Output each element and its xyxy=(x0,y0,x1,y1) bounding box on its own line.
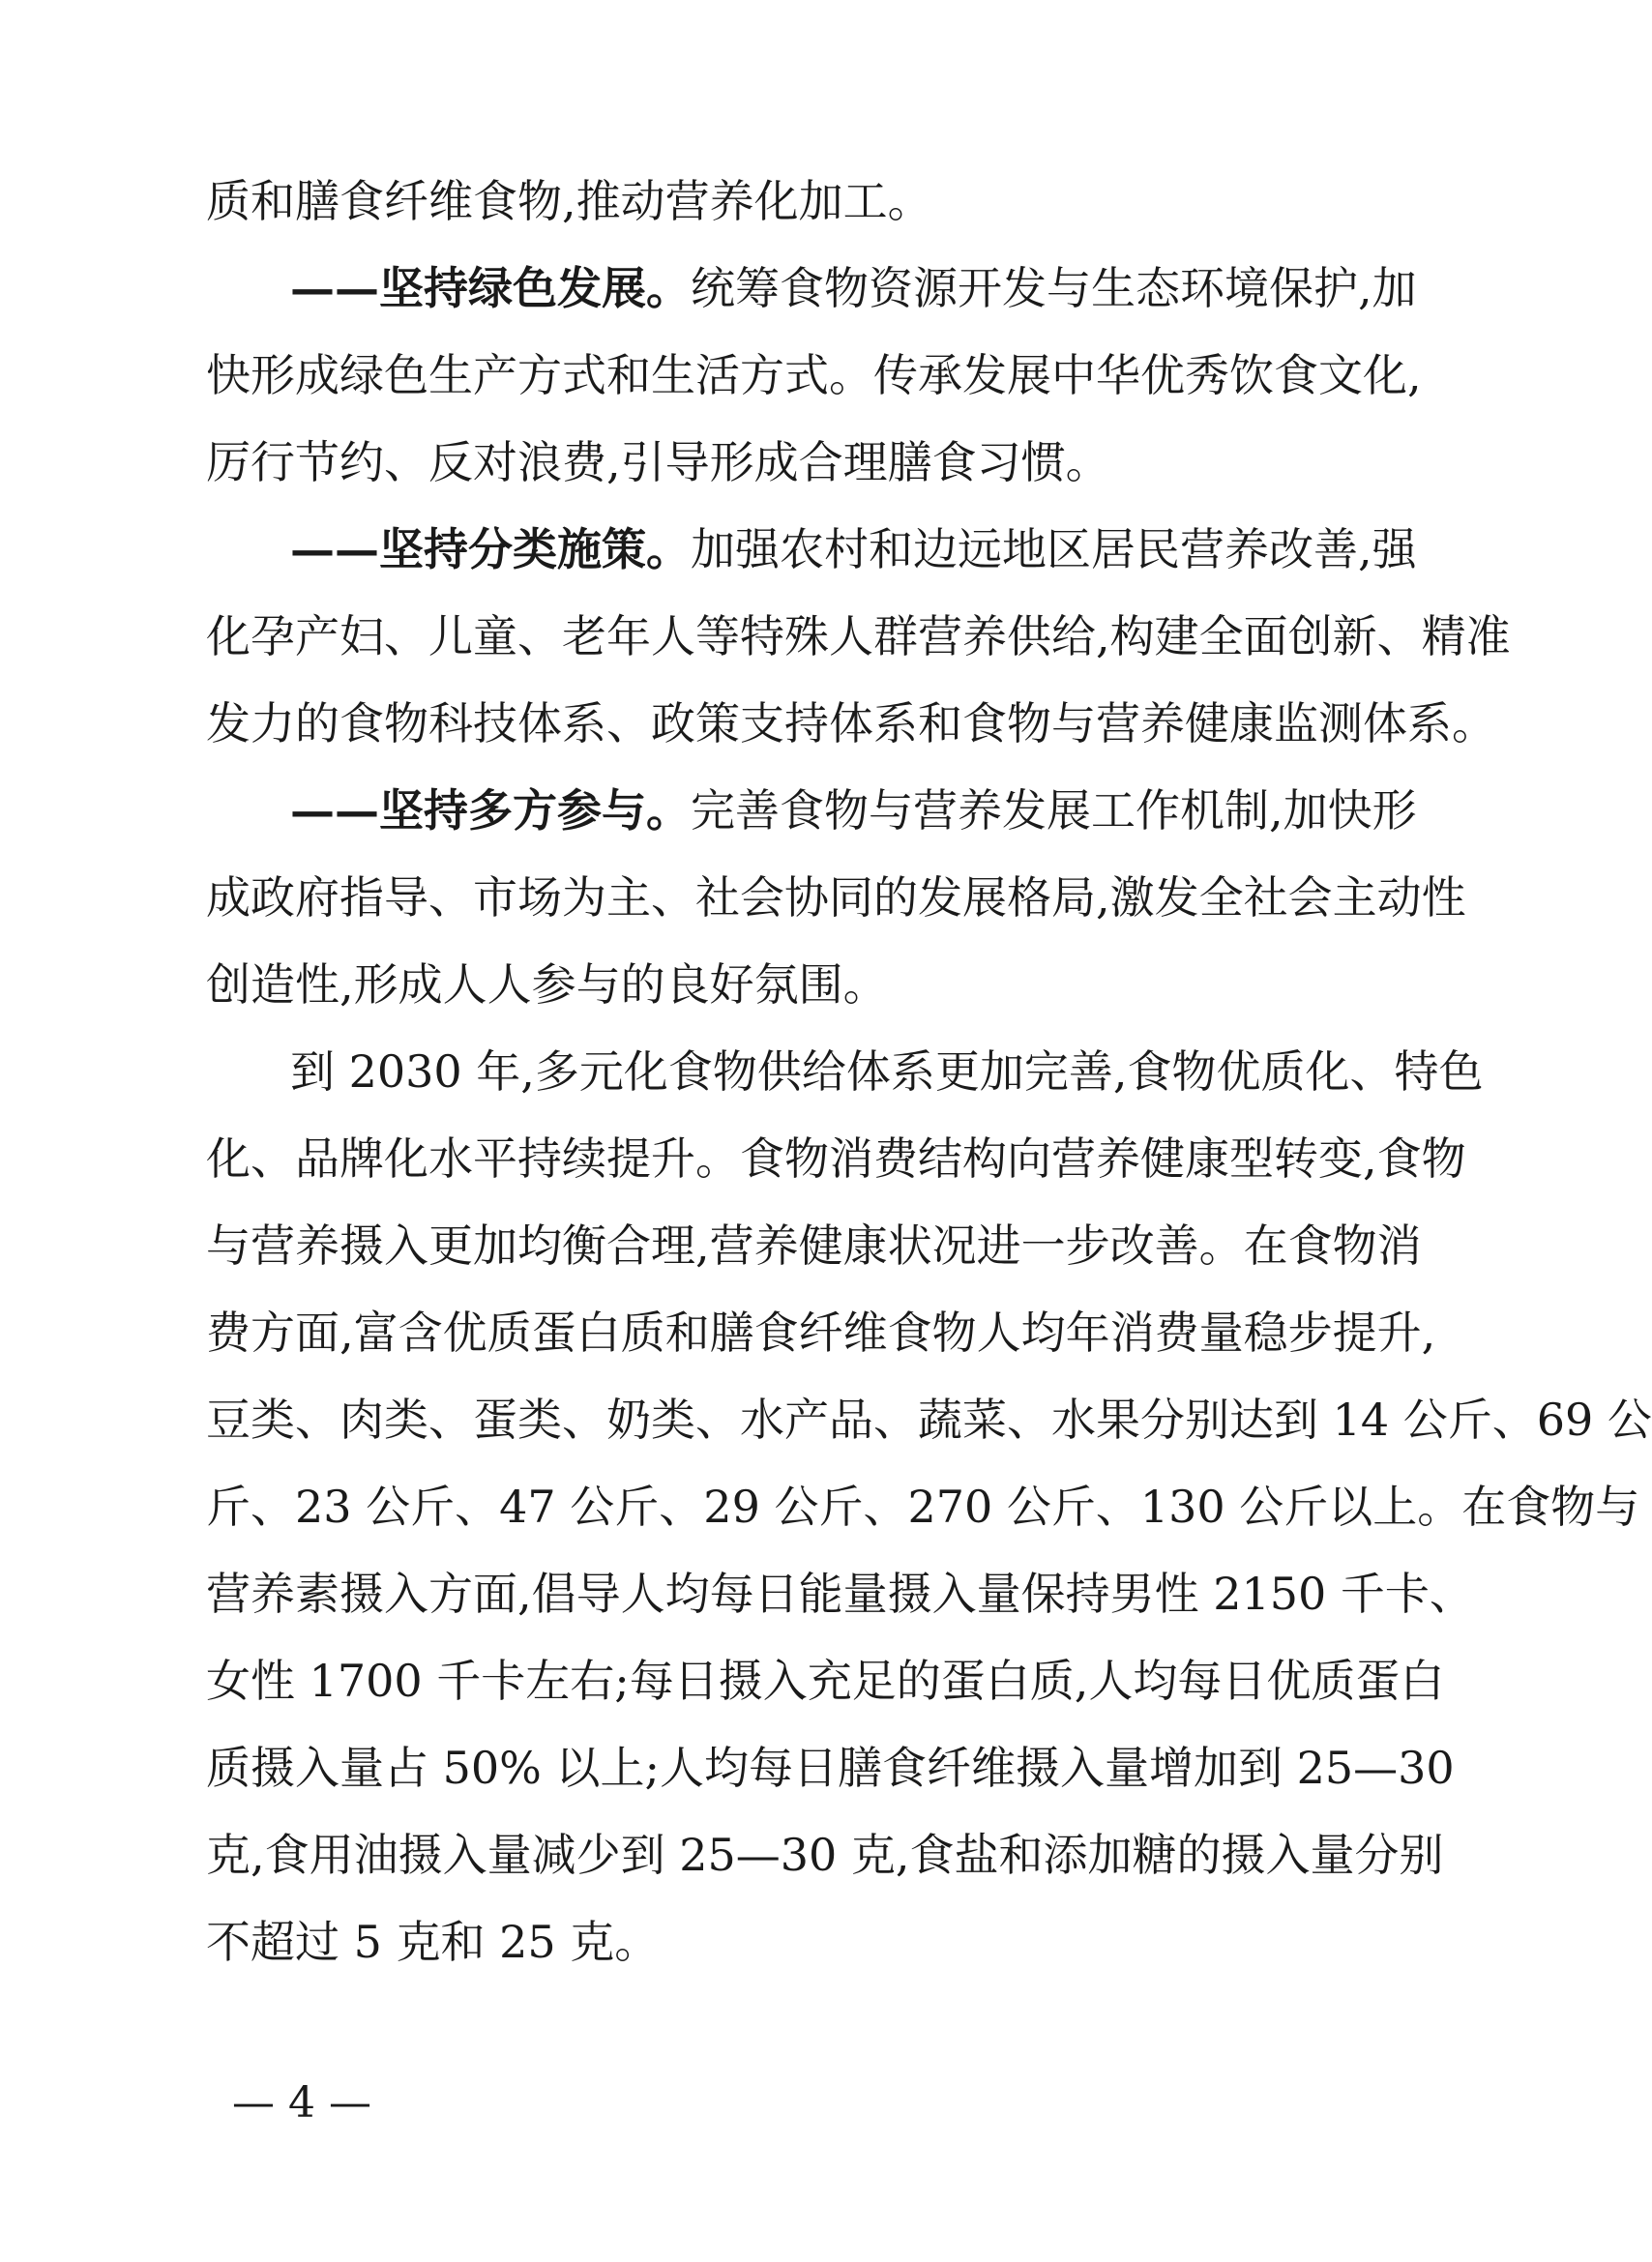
principle-heading-classified-policies: ——坚持分类施策。 xyxy=(290,523,691,575)
line-text: 女性 1700 千卡左右;每日摄入充足的蛋白质,人均每日优质蛋白 xyxy=(206,1655,1445,1707)
text-line xyxy=(206,1130,1466,1188)
text-line xyxy=(206,1913,1405,1971)
line-text: 加强农村和边远地区居民营养改善,强 xyxy=(691,523,1417,575)
line-text: 到 2030 年,多元化食物供给体系更加完善,食物优质化、特色 xyxy=(290,1045,1484,1098)
text-line xyxy=(206,1652,1445,1710)
line-text: 豆类、肉类、蛋类、奶类、水产品、蔬菜、水果分别达到 14 公斤、69 公 xyxy=(206,1394,1652,1446)
principle-heading-green-development: ——坚持绿色发展。 xyxy=(290,262,691,314)
text-line xyxy=(206,172,1405,230)
text-line xyxy=(206,1391,1652,1449)
line-text: 不超过 5 克和 25 克。 xyxy=(206,1916,660,1968)
text-line xyxy=(206,607,1511,665)
text-line xyxy=(206,346,1422,404)
line-text: 质和膳食纤维食物,推动营养化加工。 xyxy=(206,175,932,227)
line-text: 厉行节约、反对浪费,引导形成合理膳食习惯。 xyxy=(206,436,1110,488)
principle-heading-multi-party-participation: ——坚持多方参与。 xyxy=(290,784,691,837)
text-line xyxy=(290,259,1417,317)
line-text: 创造性,形成人人参与的良好氛围。 xyxy=(206,958,888,1011)
line-text: 化、品牌化水平持续提升。食物消费结构向营养健康型转变,食物 xyxy=(206,1132,1466,1185)
line-text: 与营养摄入更加均衡合理,营养健康状况进一步改善。在食物消 xyxy=(206,1219,1422,1272)
text-line xyxy=(206,1739,1455,1797)
text-line xyxy=(206,1826,1444,1884)
line-text: 统筹食物资源开发与生态环境保护,加 xyxy=(691,262,1417,314)
text-line xyxy=(206,868,1466,926)
line-text: 完善食物与营养发展工作机制,加快形 xyxy=(691,784,1417,837)
line-text: 克,食用油摄入量减少到 25—30 克,食盐和添加糖的摄入量分别 xyxy=(206,1829,1444,1881)
line-text: 成政府指导、市场为主、社会协同的发展格局,激发全社会主动性 xyxy=(206,871,1466,924)
text-line xyxy=(290,1043,1484,1101)
line-text: 费方面,富含优质蛋白质和膳食纤维食物人均年消费量稳步提升, xyxy=(206,1307,1436,1359)
text-line xyxy=(206,1304,1436,1362)
line-text: 营养素摄入方面,倡导人均每日能量摄入量保持男性 2150 千卡、 xyxy=(206,1568,1474,1620)
text-line xyxy=(290,781,1417,839)
line-text: 发力的食物科技体系、政策支持体系和食物与营养健康监测体系。 xyxy=(206,697,1496,749)
text-line xyxy=(290,520,1417,578)
text-line xyxy=(206,1565,1474,1623)
page-number: — 4 — xyxy=(232,2078,371,2128)
line-text: 化孕产妇、儿童、老年人等特殊人群营养供给,构建全面创新、精准 xyxy=(206,610,1511,662)
text-line xyxy=(206,694,1496,752)
text-line xyxy=(206,1217,1422,1275)
text-line xyxy=(206,433,1405,491)
line-text: 快形成绿色生产方式和生活方式。传承发展中华优秀饮食文化, xyxy=(206,349,1422,401)
line-text: 斤、23 公斤、47 公斤、29 公斤、270 公斤、130 公斤以上。在食物与 xyxy=(206,1481,1640,1533)
text-line xyxy=(206,955,1405,1013)
line-text: 质摄入量占 50% 以上;人均每日膳食纤维摄入量增加到 25—30 xyxy=(206,1742,1455,1794)
text-line xyxy=(206,1478,1640,1536)
